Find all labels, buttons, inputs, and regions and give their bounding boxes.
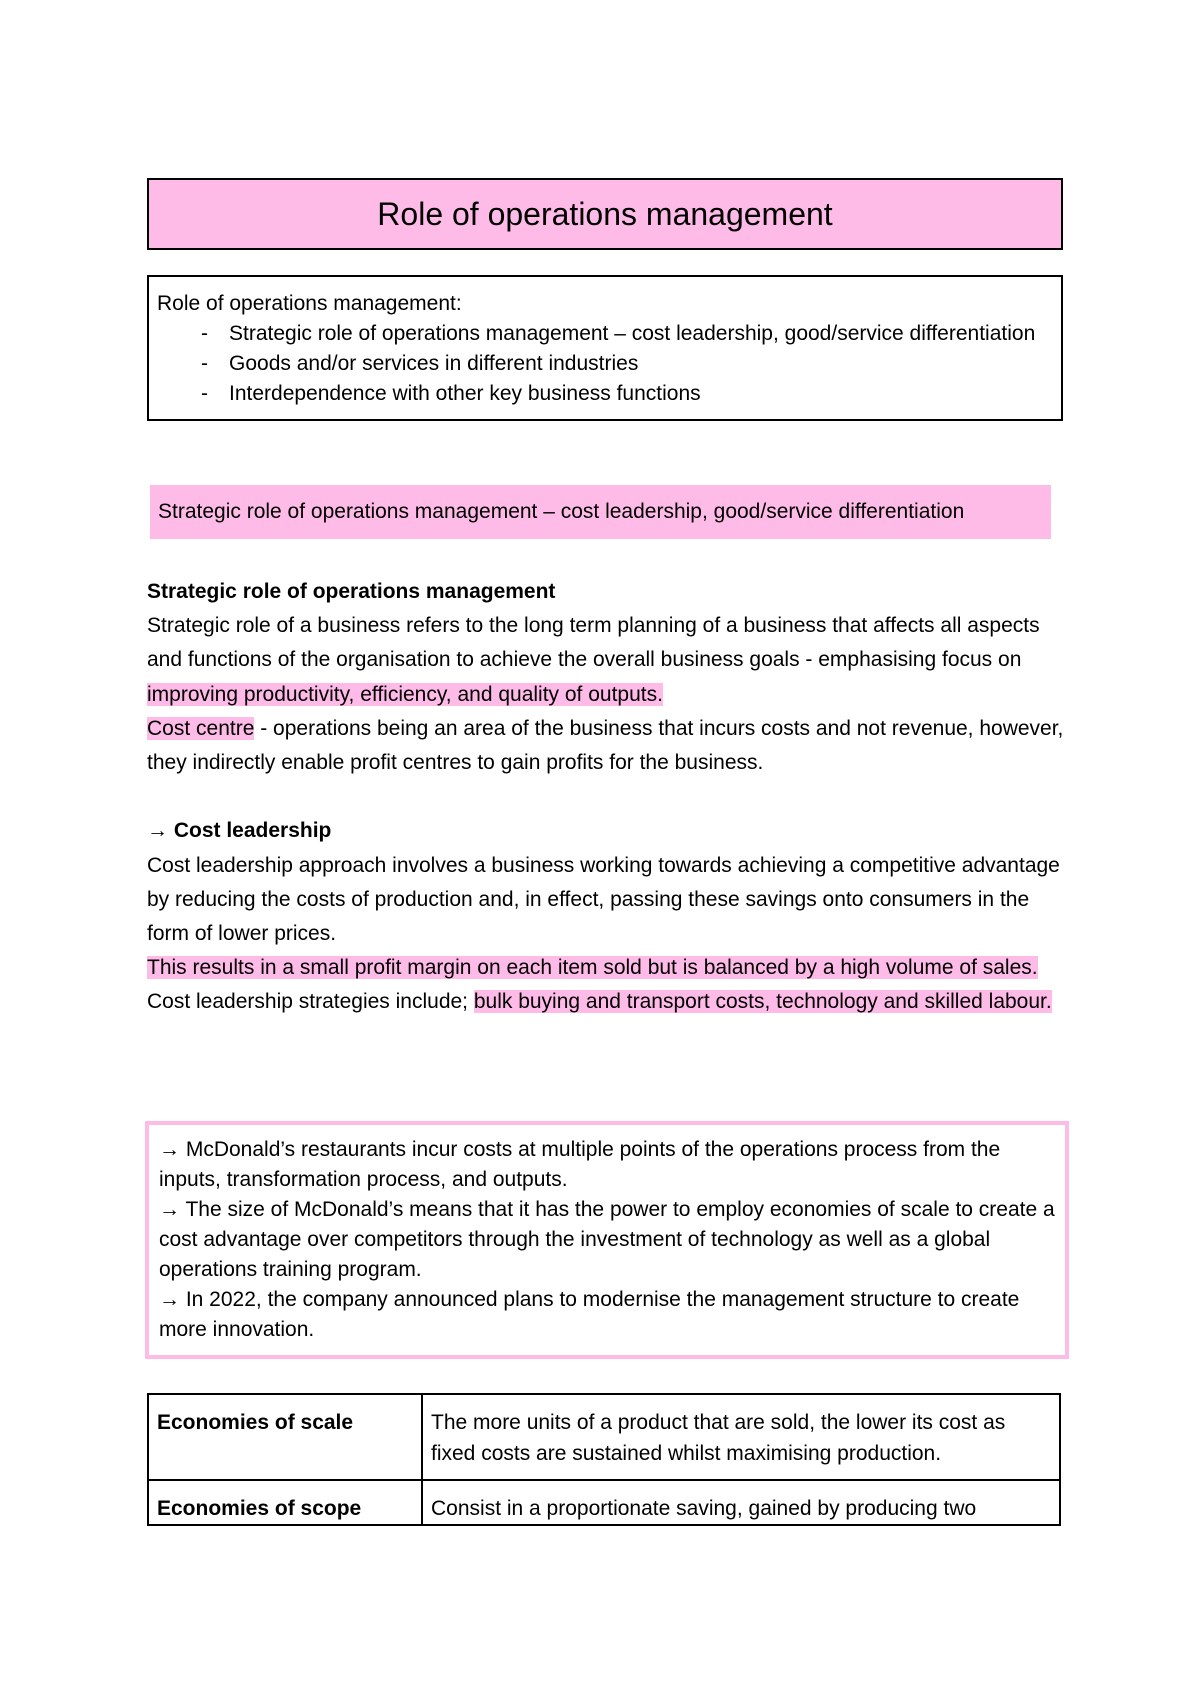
cost-centre-paragraph [147,712,1067,780]
cost-leadership-heading: → Cost leadership [147,819,332,843]
section-banner-text: Strategic role of operations management – cost leadership, good/service differentiation [158,500,965,523]
strategic-para1-highlight: improving productivity, efficiency, and quality of outputs. [147,682,663,706]
overview-item-text: Interdependence with other key business functions [229,382,701,405]
overview-item-text: Strategic role of operations management – cost leadership, good/service differentiation [229,322,1036,345]
table-definition: Consist in a proportionate saving, gained by producing two [422,1480,1060,1525]
table-definition: The more units of a product that are sold, the lower its cost as fixed costs are sustained whilst maximising production. [422,1394,1060,1480]
profit-margin-paragraph [147,951,1067,985]
strategic-para1-text: Strategic role of a business refers to the long term planning of a business that affects all aspects and functions of the organisation to achieve the overall business goals - emphasising focus on [147,614,1040,672]
bullet-dash: - [201,352,208,375]
page-title: Role of operations management [377,195,833,232]
strategies-text: Cost leadership strategies include; [147,990,474,1014]
table-term: Economies of scope [148,1480,422,1525]
page-title-box [147,178,1063,250]
overview-heading: Role of operations management: [157,292,462,315]
table-row [148,1480,1060,1525]
table-row [148,1394,1060,1480]
overview-list [157,319,1053,409]
table-term: Economies of scale [148,1394,422,1480]
list-item [157,349,1053,379]
body-text [147,575,1067,1020]
example-line: → In 2022, the company announced plans to modernise the management structure to create more innovation. [159,1288,1020,1341]
profit-margin-highlight: This results in a small profit margin on each item sold but is balanced by a high volume of sales. [147,956,1038,980]
example-line: → McDonald’s restaurants incur costs at multiple points of the operations process from the inputs, transformation process, and outputs. [159,1138,1001,1191]
cost-centre-text: - operations being an area of the business that incurs costs and not revenue, however, they indirectly enable profit centres to gain profits for the business. [147,716,1064,775]
list-item [157,319,1053,349]
overview-item-text: Goods and/or services in different industries [229,352,639,375]
bullet-dash: - [201,322,208,345]
economies-table [147,1393,1061,1526]
section-banner [150,485,1051,539]
strategies-paragraph [147,985,1067,1019]
cost-leadership-paragraph: Cost leadership approach involves a business working towards achieving a competitive advantage by reducing the costs of production and, in effect, passing these savings onto consumers in the form of lower prices. [147,853,1060,946]
strategic-heading: Strategic role of operations management [147,580,556,603]
mcdonalds-example-box [145,1121,1069,1359]
list-item [157,379,1053,409]
cost-centre-highlight: Cost centre [147,716,255,740]
bullet-dash: - [201,382,208,405]
overview-box [147,275,1063,421]
strategies-highlight: bulk buying and transport costs, technology and skilled labour. [473,990,1052,1014]
example-line: → The size of McDonald’s means that it has the power to employ economies of scale to create a cost advantage over competitors through the investment of technology as well as a global operations training program. [159,1198,1055,1281]
strategic-paragraph [147,609,1067,712]
